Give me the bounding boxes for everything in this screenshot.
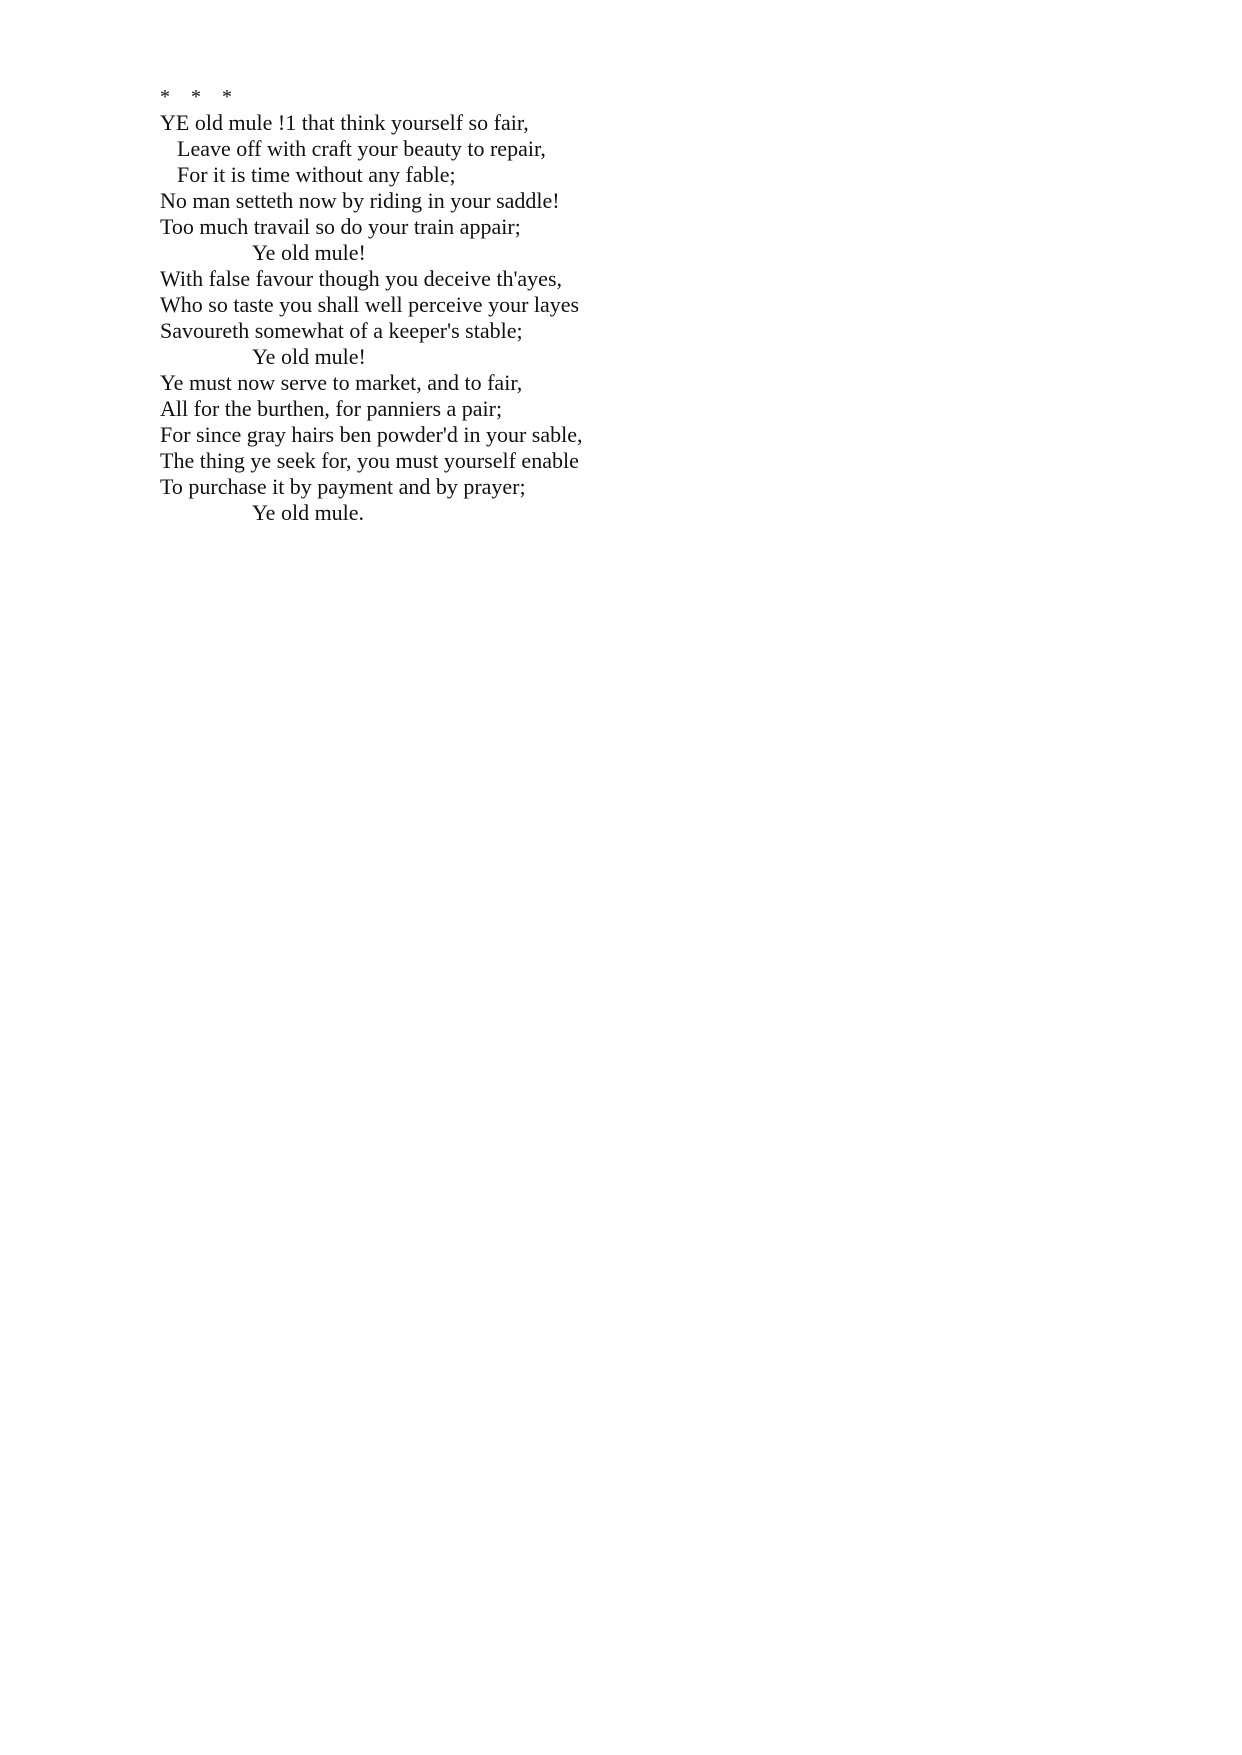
poem-line: The thing ye seek for, you must yourself enable <box>160 448 579 473</box>
poem-line: Ye must now serve to market, and to fair, <box>160 370 523 395</box>
poem-line: All for the burthen, for panniers a pair; <box>160 396 503 421</box>
poem <box>160 84 582 526</box>
poem-line: Who so taste you shall well perceive your layes <box>160 292 580 317</box>
poem-line: No man setteth now by riding in your saddle! <box>160 188 560 213</box>
poem-refrain: Ye old mule. <box>252 500 365 525</box>
poem-refrain: Ye old mule! <box>252 240 366 265</box>
poem-line: Leave off with craft your beauty to repair, <box>177 136 546 161</box>
poem-line: Savoureth somewhat of a keeper's stable; <box>160 318 523 343</box>
poem-line: YE old mule !1 that think yourself so fair, <box>160 110 529 135</box>
poem-line: Too much travail so do your train appair; <box>160 214 521 239</box>
section-separator: * * * <box>160 86 232 108</box>
poem-line: For it is time without any fable; <box>177 162 456 187</box>
poem-line: With false favour though you deceive th'ayes, <box>160 266 563 291</box>
poem-line: For since gray hairs ben powder'd in your sable, <box>160 422 583 447</box>
poem-refrain: Ye old mule! <box>252 344 366 369</box>
poem-line: To purchase it by payment and by prayer; <box>160 474 526 499</box>
